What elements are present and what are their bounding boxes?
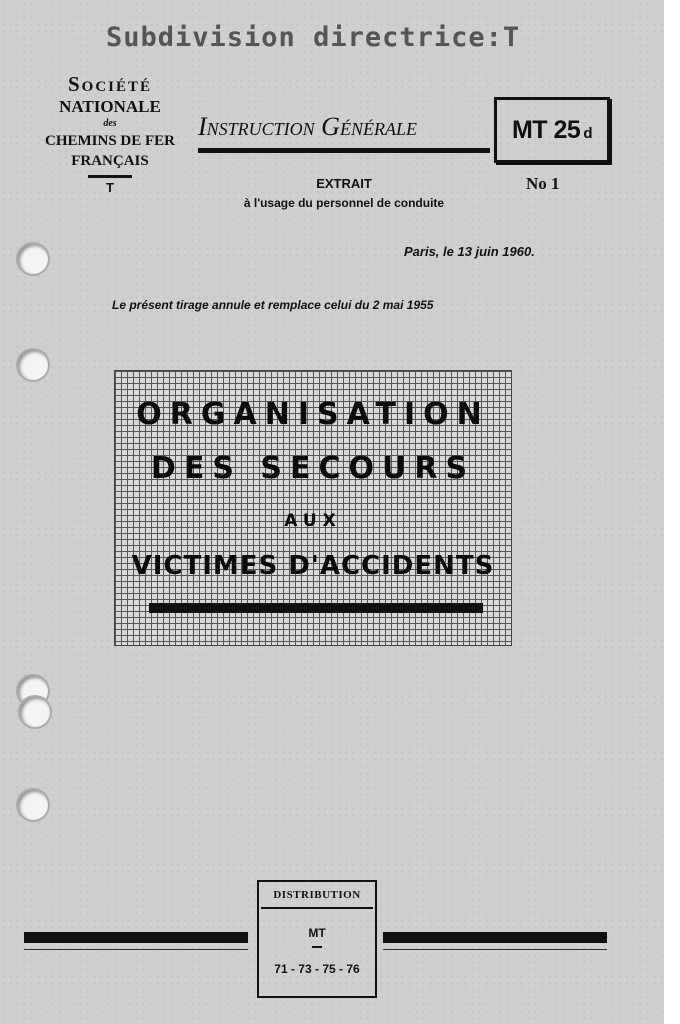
sncf-line-5: FRANÇAIS bbox=[71, 153, 149, 169]
sncf-line-1: Société bbox=[67, 72, 153, 96]
replacement-note: Le présent tirage annule et remplace celui du 2 mai 1955 bbox=[112, 298, 434, 312]
usage-label: à l'usage du personnel de conduite bbox=[243, 196, 445, 210]
distribution-rule bbox=[261, 907, 373, 909]
document-code-main: MT 25 bbox=[511, 115, 581, 144]
distribution-box bbox=[257, 880, 377, 998]
title-rule bbox=[198, 148, 490, 153]
distribution-dash bbox=[312, 946, 322, 948]
footer-bar-left bbox=[24, 932, 248, 943]
subject-line-4: VICTIMES D'ACCIDENTS bbox=[131, 551, 495, 581]
footer-rule-left bbox=[24, 949, 248, 950]
document-number: No 1 bbox=[526, 174, 560, 193]
distribution-numbers: 71 - 73 - 75 - 76 bbox=[274, 962, 360, 976]
document-code-box bbox=[494, 97, 610, 163]
distribution-title: DISTRIBUTION bbox=[273, 889, 361, 901]
document-date: Paris, le 13 juin 1960. bbox=[404, 244, 535, 259]
subject-bar bbox=[149, 603, 483, 613]
page-edge bbox=[664, 0, 680, 1024]
extrait-label: EXTRAIT bbox=[316, 176, 372, 191]
footer-bar-right bbox=[383, 932, 607, 943]
sncf-line-4: CHEMINS DE FER bbox=[44, 133, 175, 149]
instruction-title: Instruction Générale bbox=[198, 112, 417, 141]
distribution-group: MT bbox=[308, 926, 326, 940]
document-code-suffix: d bbox=[583, 124, 593, 142]
subdivision-stamp: Subdivision directrice:T bbox=[106, 22, 521, 53]
sncf-line-6: T bbox=[106, 180, 114, 195]
subject-line-3: AUX bbox=[284, 511, 342, 531]
sncf-line-3: des bbox=[103, 118, 117, 129]
punch-hole bbox=[18, 244, 48, 274]
punch-hole bbox=[20, 697, 50, 727]
sncf-header bbox=[20, 72, 200, 195]
punch-hole bbox=[18, 350, 48, 380]
subject-line-1: ORGANISATION bbox=[136, 397, 490, 432]
document-code bbox=[512, 116, 592, 145]
subject-line-2: DES SECOURS bbox=[150, 451, 476, 486]
footer-rule-right bbox=[383, 949, 607, 950]
subject-panel bbox=[114, 370, 512, 646]
punch-hole bbox=[18, 790, 48, 820]
sncf-divider bbox=[88, 175, 132, 178]
sncf-line-2: NATIONALE bbox=[59, 97, 161, 116]
